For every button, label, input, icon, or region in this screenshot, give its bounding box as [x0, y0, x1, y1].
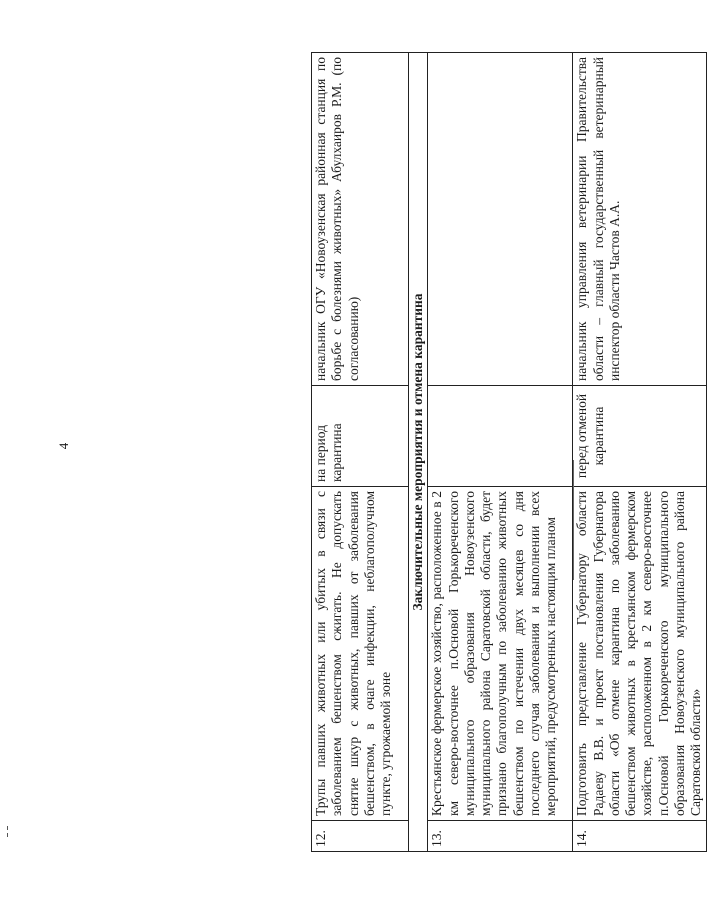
section-title: Заключительные мероприятия и отмена карантина: [409, 53, 428, 852]
row-number: 12.: [312, 821, 409, 852]
responsible-text: начальник управления ветеринарии Правительства области – главный государственный ветеринарный инспектор области Частов А.А.: [573, 53, 706, 386]
measure-text: Крестьянское фермерское хозяйство, расположенное в 2 км северо-восточнее п.Основой Горькореченского муниципального образования Новоузенского муниципального района Саратовской области, будет признано благополучным по заболеванию животных бешенством по истечении двух месяцев со дня последнего случая заболевания и выполнении всех мероприятий, предусмотренных настоящим планом: [428, 487, 573, 821]
section-header-row: [409, 53, 428, 852]
scan-mark: [7, 833, 8, 837]
table-row: [428, 53, 573, 852]
table-row: [312, 53, 409, 852]
responsible-text: [428, 53, 573, 386]
responsible-text: начальник ОГУ «Новоузенская районная станция по борьбе с болезнями животных» Абулхаиров Р.М. (по согласованию): [312, 53, 409, 386]
deadline-text: перед отменой карантина: [573, 386, 706, 487]
table-row: [573, 53, 706, 852]
deadline-text: на период карантина: [312, 386, 409, 487]
page-number: 4: [56, 442, 71, 450]
measure-text: Подготовить представление Губернатору области Радаеву В.В. и проект постановления Губернатора области «Об отмене карантина по заболеванию бешенством животных в крестьянском фермерском хозяйстве, расположенном в 2 км северо-восточнее п.Основой Горькореченского муниципального образования Новоузенского муниципального района Саратовской области»: [573, 487, 706, 821]
plan-table-container: [311, 52, 704, 852]
scan-rule-line: [573, 460, 574, 580]
row-number: 13.: [428, 821, 573, 852]
measures-table: [311, 52, 707, 852]
deadline-text: [428, 386, 573, 487]
row-number: 14.: [573, 821, 706, 852]
measure-text: Трупы павших животных или убитых в связи с заболеванием бешенством сжигать. Не допускать снятие шкур с животных, павших от заболевания бешенством, в очаге инфекции, неблагополучном пункте, угрожаемой зоне: [312, 487, 409, 821]
scan-mark: [7, 826, 8, 830]
